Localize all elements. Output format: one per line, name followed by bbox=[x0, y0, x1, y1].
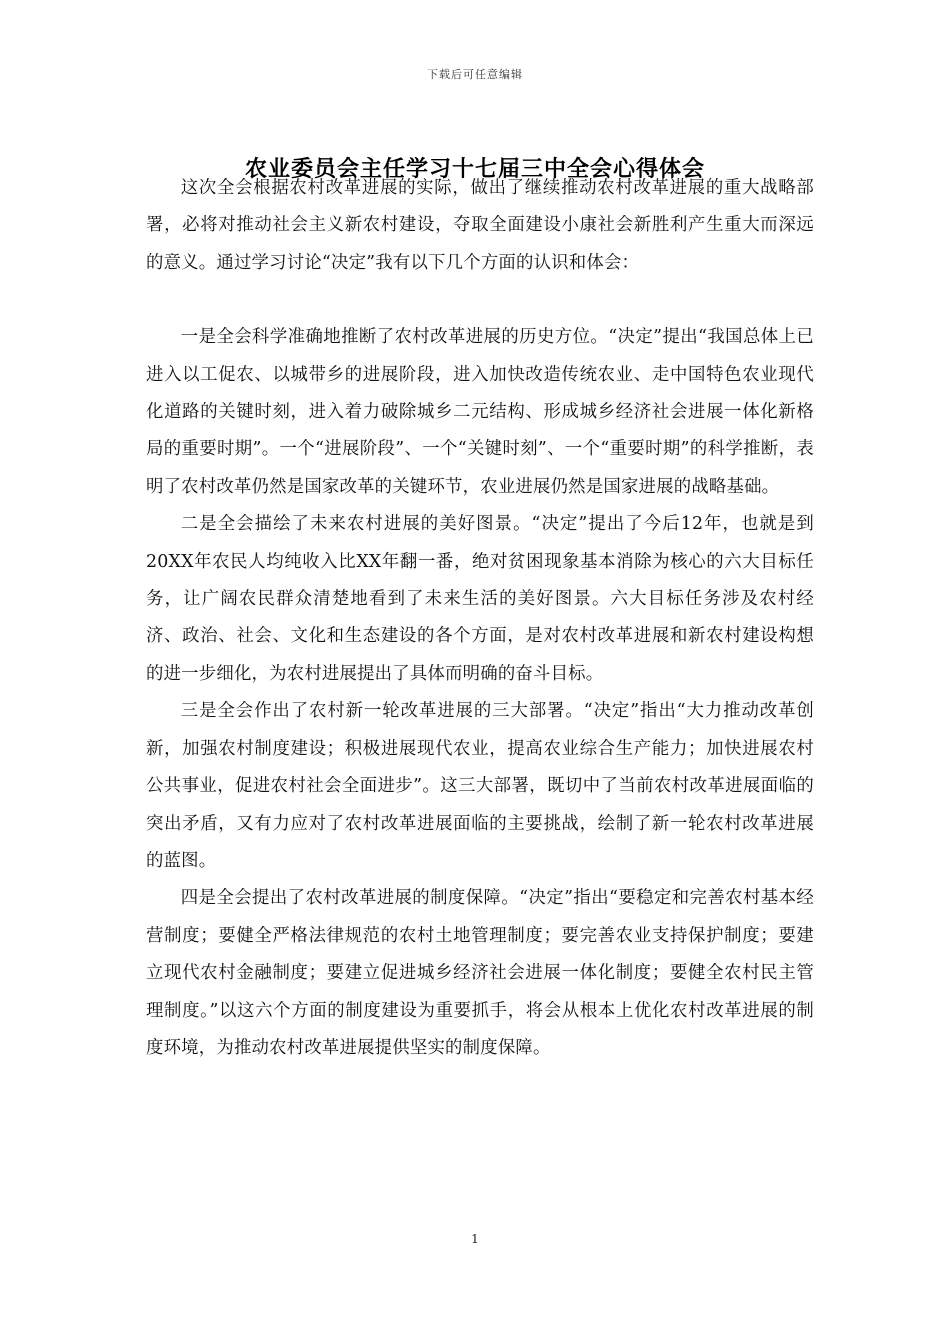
paragraph-point-3: 三是全会作出了农村新一轮改革进展的三大部署。“决定”指出“大力推动改革创新，加强农村制度建设；积极进展现代农业，提高农业综合生产能力；加快进展农村公共事业，促进农村社会全面进步”。这三大部署，既切中了当前农村改革进展面临的突出矛盾，又有力应对了农村改革进展面临的主要挑战，绘制了新一轮农村改革进展的蓝图。 bbox=[146, 701, 814, 871]
document-body bbox=[146, 170, 814, 1067]
document-title: 农业委员会主任学习十七届三中全会心得体会 bbox=[244, 156, 705, 182]
paragraph-point-1: 一是全会科学准确地推断了农村改革进展的历史方位。“决定”提出“我国总体上已进入以工促农、以城带乡的进展阶段，进入加快改造传统农业、走中国特色农业现代化道路的关键时刻，进入着力破除城乡二元结构、形成城乡经济社会进展一体化新格局的重要时期”。一个“进展阶段”、一个“关键时刻”、一个“重要时期”的科学推断，表明了农村改革仍然是国家改革的关键环节，农业进展仍然是国家进展的战略基础。 bbox=[146, 327, 814, 497]
page-number: 1 bbox=[471, 1232, 479, 1246]
paragraph-point-2: 二是全会描绘了未来农村进展的美好图景。“决定”提出了今后12年，也就是到20XX年农民人均纯收入比XX年翻一番，绝对贫困现象基本消除为核心的六大目标任务，让广阔农民群众清楚地看到了未来生活的美好图景。六大目标任务涉及农村经济、政治、社会、文化和生态建设的各个方面，是对农村改革进展和新农村建设构想的进一步细化，为农村进展提出了具体而明确的奋斗目标。 bbox=[146, 514, 814, 684]
paragraph-intro: 这次全会根据农村改革进展的实际，做出了继续推动农村改革进展的重大战略部署，必将对推动社会主义新农村建设，夺取全面建设小康社会新胜利产生重大而深远的意义。通过学习讨论“决定”我有以下几个方面的认识和体会： bbox=[146, 178, 814, 273]
header-note: 下载后可任意编辑 bbox=[427, 68, 523, 81]
paragraph-point-4: 四是全会提出了农村改革进展的制度保障。“决定”指出“要稳定和完善农村基本经营制度；要健全严格法律规范的农村土地管理制度；要完善农业支持保护制度；要建立现代农村金融制度；要建立促进城乡经济社会进展一体化制度；要健全农村民主管理制度。”以这六个方面的制度建设为重要抓手，将会从根本上优化农村改革进展的制度环境，为推动农村改革进展提供坚实的制度保障。 bbox=[146, 888, 814, 1058]
